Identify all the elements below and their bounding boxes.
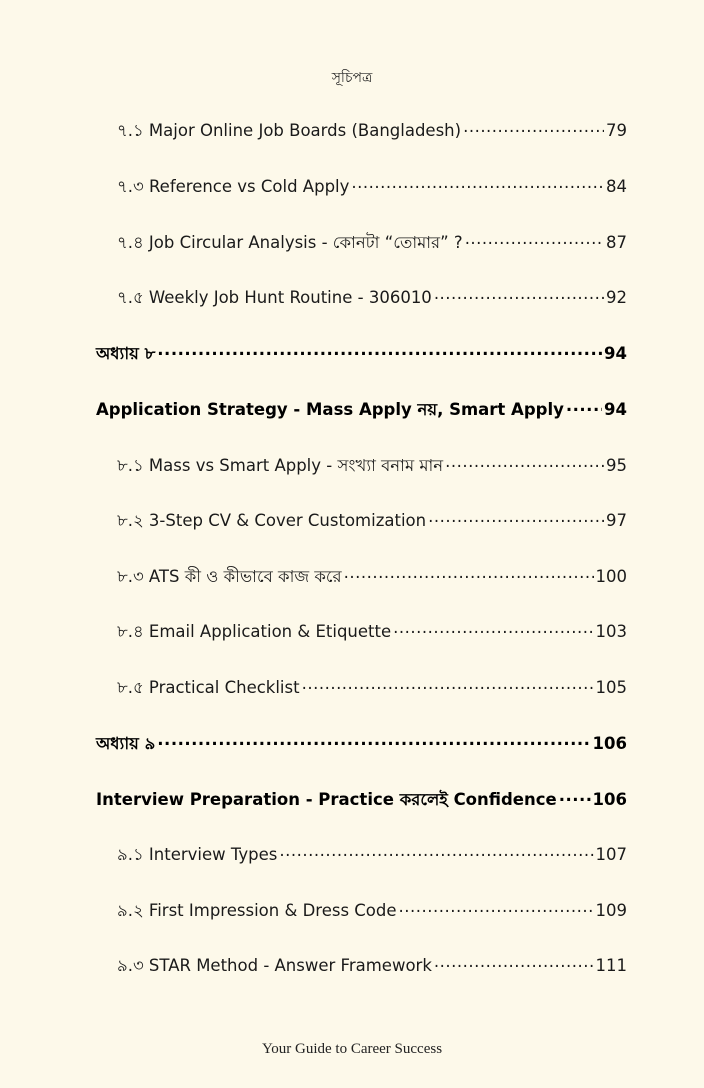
- toc-leader-dots: [279, 844, 593, 861]
- toc-chapter-entry: [96, 398, 627, 422]
- toc-entry-page: 107: [595, 845, 627, 864]
- toc-leader-dots: [434, 287, 604, 304]
- toc-entry-page: 94: [604, 400, 627, 419]
- toc-leader-dots: [157, 733, 590, 750]
- toc-entry: [117, 620, 627, 644]
- toc-leader-dots: [399, 900, 594, 917]
- toc-entry-page: 111: [595, 956, 627, 975]
- toc-entry-page: 94: [604, 344, 627, 363]
- toc-chapter-entry: [96, 342, 627, 366]
- toc-entry-label: ৯.২ First Impression & Dress Code: [117, 901, 397, 920]
- toc-chapter-entry: [96, 732, 627, 756]
- toc-entry-page: 92: [606, 288, 627, 307]
- toc-entry-label: ৯.১ Interview Types: [117, 845, 278, 864]
- toc-entry: [117, 565, 627, 589]
- toc-entry-label: ৭.৩ Reference vs Cold Apply: [117, 177, 350, 196]
- toc-entry-page: 87: [606, 233, 627, 252]
- toc-leader-dots: [351, 176, 604, 193]
- toc-entry-label: ৯.৩ STAR Method - Answer Framework: [117, 956, 432, 975]
- toc-entry-page: 95: [606, 456, 627, 475]
- toc-leader-dots: [566, 399, 602, 416]
- toc-leader-dots: [428, 510, 604, 527]
- toc-entry-page: 97: [606, 511, 627, 530]
- toc-entry: [117, 454, 627, 478]
- toc-entry-label: ৭.১ Major Online Job Boards (Bangladesh): [117, 121, 462, 140]
- toc-entry-page: 105: [595, 678, 627, 697]
- toc-entry-label: ৭.৫ Weekly Job Hunt Routine - 306010: [117, 288, 432, 307]
- toc-chapter-entry: [96, 788, 627, 812]
- toc-entry-page: 103: [595, 622, 627, 641]
- toc-leader-dots: [463, 120, 604, 137]
- toc-entry-label: ৮.১ Mass vs Smart Apply - সংখ্যা বনাম মান: [117, 456, 444, 475]
- toc-leader-dots: [157, 343, 602, 360]
- toc-leader-dots: [465, 232, 604, 249]
- toc-entry: [117, 119, 627, 143]
- toc-leader-dots: [434, 955, 594, 972]
- toc-entry-page: 106: [592, 790, 627, 809]
- toc-entry-label: ৮.৪ Email Application & Etiquette: [117, 622, 392, 641]
- toc-entry-label: ৮.২ 3-Step CV & Cover Customization: [117, 511, 427, 530]
- toc-entry-label: অধ্যায় ৯: [96, 734, 156, 753]
- toc-entry: [117, 175, 627, 199]
- toc-entry: [117, 954, 627, 978]
- toc-entry: [117, 231, 627, 255]
- toc-entry: [117, 899, 627, 923]
- page-header: সূচিপত্র: [331, 70, 373, 86]
- toc-entry-page: 106: [592, 734, 627, 753]
- toc-entry: [117, 286, 627, 310]
- toc-entry-page: 84: [606, 177, 627, 196]
- toc-leader-dots: [393, 621, 593, 638]
- toc-entry: [117, 676, 627, 700]
- toc-leader-dots: [559, 789, 591, 806]
- toc-entry-label: ৭.৪ Job Circular Analysis - কোনটা “তোমার” ?: [117, 233, 463, 252]
- toc-entry-label: Application Strategy - Mass Apply নয়, Smart Apply: [96, 400, 564, 419]
- toc-leader-dots: [302, 677, 594, 694]
- toc-entry-label: ৮.৩ ATS কী ও কীভাবে কাজ করে: [117, 567, 342, 586]
- toc-leader-dots: [445, 455, 604, 472]
- toc-entry: [117, 843, 627, 867]
- toc-entry-label: ৮.৫ Practical Checklist: [117, 678, 300, 697]
- toc-entry-label: অধ্যায় ৮: [96, 344, 156, 363]
- toc-entry-page: 79: [606, 121, 627, 140]
- toc-entry-page: 100: [595, 567, 627, 586]
- page-footer: Your Guide to Career Success: [261, 1041, 443, 1057]
- toc-leader-dots: [344, 566, 594, 583]
- toc-entry-page: 109: [595, 901, 627, 920]
- toc-entry-label: Interview Preparation - Practice করলেই Confidence: [96, 790, 557, 809]
- toc-entry: [117, 509, 627, 533]
